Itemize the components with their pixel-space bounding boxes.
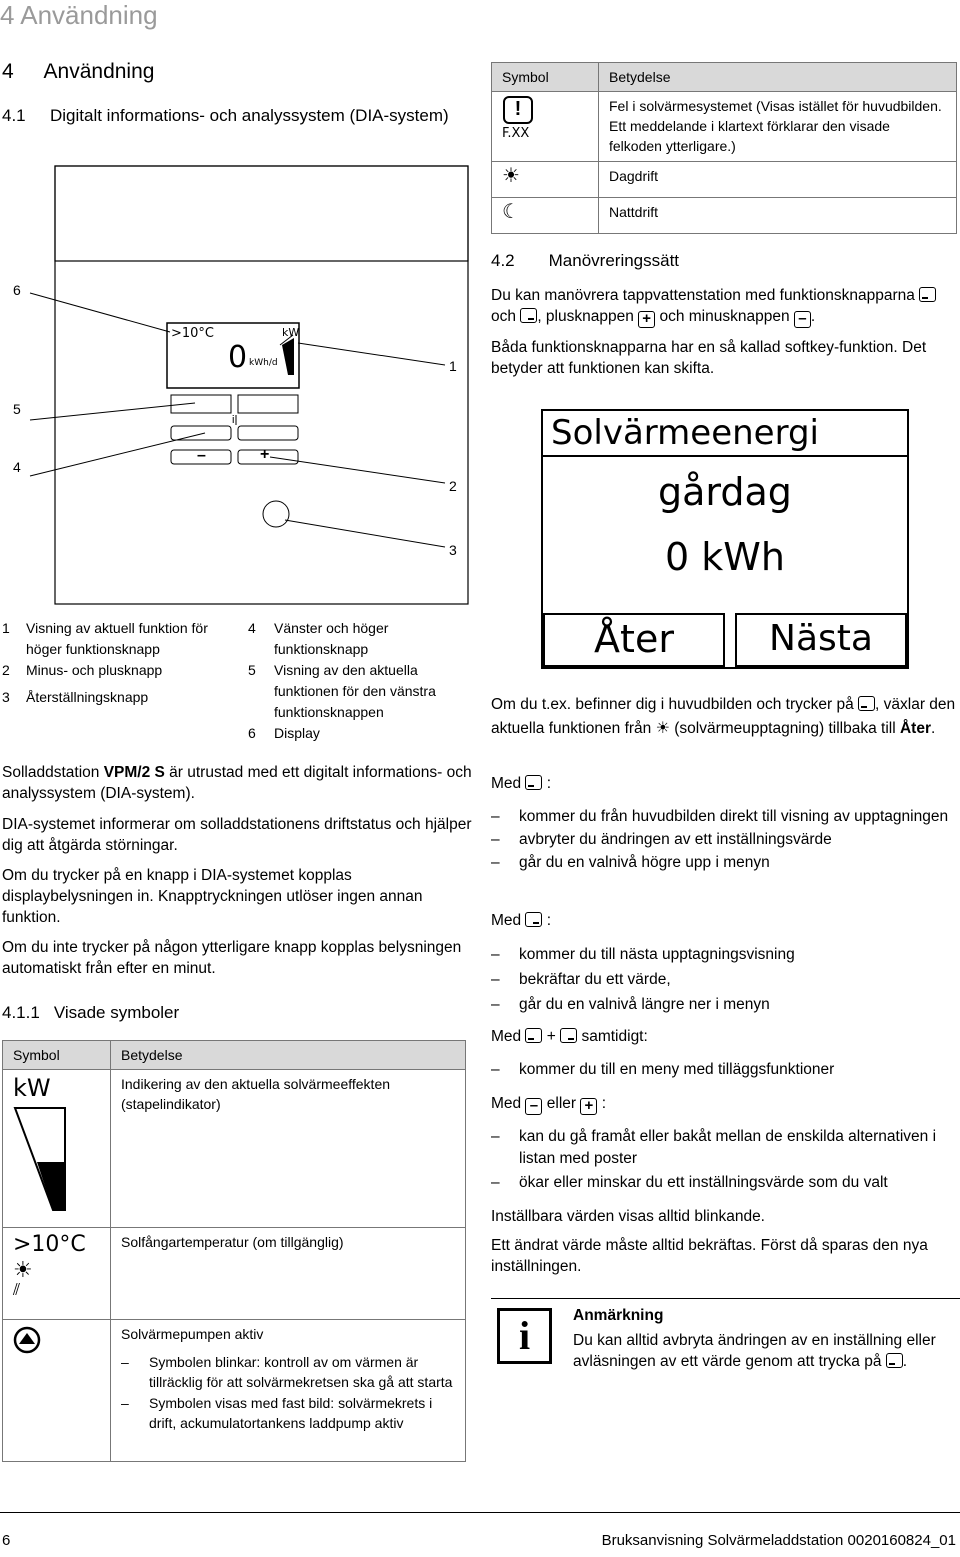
left-function-key-icon: [919, 287, 936, 302]
softkey-paragraph: Båda funktionsknapparna har en så kallad softkey-funktion. Det betyder att funktionen kan skifta.: [491, 339, 927, 377]
list-item: – ökar eller minskar du ett inställningsvärde som du valt: [491, 1172, 957, 1194]
list-item: – Symbolen visas med fast bild: solvärmekrets i drift, ackumulatortankens laddpump aktiv: [121, 1393, 455, 1433]
lcd-display: [541, 409, 909, 669]
with-plus-minus: Med – eller + :: [491, 1095, 607, 1114]
list-item: – går du en valnivå högre upp i menyn: [491, 851, 957, 874]
sun-icon: ☀: [492, 162, 599, 198]
blinking-paragraph: Inställbara värden visas alltid blinkande.: [491, 1208, 765, 1225]
plus-key-icon: +: [638, 311, 655, 328]
right-function-key-icon: [525, 912, 542, 927]
minus-key-icon: –: [794, 311, 811, 328]
table-row: ☀ Dagdrift: [492, 162, 957, 198]
legend-item: 4 Vänster och höger funktionsknapp: [248, 620, 389, 657]
solar-gain-icon: ☀: [655, 720, 670, 737]
callout-3: 3: [449, 542, 457, 558]
col-meaning: Betydelse: [599, 63, 957, 92]
list-plus-minus: [491, 1126, 957, 1194]
paragraph-4: Om du inte trycker på någon ytterligare knapp kopplas belysningen automatiskt från efter en minut.: [2, 939, 462, 977]
collector-temp-icon: >10°C ☀ ⫽: [3, 1228, 111, 1320]
intro-paragraph: Solladdstation VPM/2 S är utrustad med ett digitalt informations- och analyssystem (DIA-system).: [2, 764, 472, 802]
symbol-table-right: [491, 62, 957, 234]
legend-left: [2, 618, 242, 708]
paragraph-3: Om du trycker på en knapp i DIA-systemet kopplas displaybelysningen in. Knapptryckningen utlöser ingen annan funktion.: [2, 867, 423, 926]
callout-1: 1: [449, 358, 457, 374]
chapter-title: Användning: [43, 60, 155, 83]
list-item: – kan du gå framåt eller bakåt mellan de enskilda alternativen i listan med poster: [491, 1126, 957, 1170]
confirm-paragraph: Ett ändrat värde måste alltid bekräftas. Först då sparas den nya inställningen.: [491, 1237, 928, 1275]
callout-4: 4: [13, 459, 21, 475]
display-value: 0: [228, 340, 248, 375]
chapter-banner: 4 Användning: [0, 0, 158, 30]
list-item: – Symbolen blinkar: kontroll av om värmen är tillräcklig för att solvärmekretsen ska gå att starta: [121, 1352, 455, 1392]
list-right-key: [491, 942, 957, 1017]
section-heading-4-1: [2, 105, 462, 127]
list-item: – kommer du till en meny med tilläggsfunktioner: [491, 1059, 957, 1080]
moon-icon: ☾: [492, 198, 599, 234]
note-text: Du kan alltid avbryta ändringen av en inställning eller avläsningen av ett värde genom att trycka på .: [573, 1332, 936, 1370]
list-both-keys: [491, 1059, 957, 1080]
lcd-value: 0 kWh: [665, 535, 785, 579]
list-item: – går du en valnivå längre ner i menyn: [491, 992, 957, 1017]
callout-5: 5: [13, 401, 21, 417]
display-kw: kW: [282, 326, 300, 339]
table-row: ! F.XX Fel i solvärmesystemet (Visas istället för huvudbilden. Ett meddelande i klartext förklarar den visade felkoden ytterligare.): [492, 92, 957, 162]
right-function-key-icon: [520, 308, 537, 323]
col-symbol: Symbol: [492, 63, 599, 92]
callout-6: 6: [13, 282, 21, 298]
footer-rule: [0, 1512, 960, 1513]
table-row: Solvärmepumpen aktiv – Symbolen blinkar: kontroll av om värmen är tillräcklig för att solvärmekretsen ska gå att starta – Symbolen visas med fast bild: solvärmekrets i drift, ackumulatortankens laddpump aktiv: [3, 1320, 466, 1462]
legend-item: 2 Minus- och plusknapp: [2, 662, 163, 678]
list-item: – kommer du från huvudbilden direkt till visning av upptagningen: [491, 805, 957, 828]
lcd-title: Solvärmeenergi: [551, 413, 819, 453]
legend-item: 3 Återställningsknapp: [2, 689, 149, 705]
section-title: Digitalt informations- och analyssystem (DIA-system): [50, 106, 449, 125]
document-title: Bruksanvisning Solvärmeladdstation 0020160824_01: [601, 1532, 956, 1549]
info-icon: i: [497, 1308, 552, 1364]
left-function-key-icon: [858, 696, 875, 711]
plus-key-icon: +: [580, 1098, 597, 1115]
with-right-key: Med :: [491, 912, 552, 929]
with-both-keys: Med + samtidigt:: [491, 1028, 648, 1045]
chapter-number: 4: [2, 60, 14, 83]
chapter-heading: [2, 59, 154, 85]
legend-item: 5 Visning av den aktuella funktionen för den vänstra funktionsknappen: [248, 662, 436, 720]
legend-item: 6 Display: [248, 725, 320, 741]
lcd-back-softkey[interactable]: Åter: [543, 613, 725, 667]
table-row: kW Indikering av den aktuella solvärmeeffekten (stapelindikator): [3, 1070, 466, 1228]
right-function-key-icon: [560, 1028, 577, 1043]
left-function-key-icon: [886, 1353, 903, 1368]
error-icon: ! F.XX: [492, 92, 599, 162]
lcd-next-softkey[interactable]: Nästa: [735, 613, 907, 667]
list-left-key: [491, 805, 957, 874]
symbol-table-left: [2, 1040, 466, 1462]
with-left-key: Med :: [491, 775, 552, 792]
left-function-key-icon: [525, 775, 542, 790]
control-panel-diagram: [0, 160, 478, 610]
legend-item: 1 Visning av aktuell funktion för höger funktionsknapp: [2, 620, 208, 657]
list-item: – kommer du till nästa upptagningsvisning: [491, 942, 957, 967]
section-heading-4-2: 4.2 Manövreringssätt: [491, 251, 680, 270]
display-temp: >10°C: [171, 326, 215, 341]
callout-2: 2: [449, 478, 457, 494]
subsection-heading: 4.1.1 Visade symboler: [2, 1003, 180, 1022]
paragraph-2: DIA-systemet informerar om solladdstationens driftstatus och hjälper dig att åtgärda störningar.: [2, 816, 472, 854]
note-title: Anmärkning: [573, 1307, 664, 1324]
plus-key[interactable]: +: [260, 446, 270, 463]
info-key-label: i: [232, 414, 235, 426]
lcd-period: gårdag: [658, 470, 792, 514]
section-number: 4.1: [2, 106, 26, 125]
example-paragraph: Om du t.ex. befinner dig i huvudbilden och trycker på , växlar den aktuella funktionen från ☀ (solvärmeupptagning) tillbaka till Åter.: [491, 696, 956, 737]
table-row: ☾ Nattdrift: [492, 198, 957, 234]
minus-key-icon: –: [525, 1098, 542, 1115]
display-unit: kWh/d: [249, 358, 278, 368]
minus-key[interactable]: –: [197, 447, 206, 464]
pump-icon: [3, 1320, 111, 1462]
col-symbol: Symbol: [3, 1041, 111, 1070]
left-function-key-icon: [525, 1028, 542, 1043]
kw-bar-icon: kW: [3, 1070, 111, 1228]
list-item: – bekräftar du ett värde,: [491, 967, 957, 992]
operation-paragraph: Du kan manövrera tappvattenstation med funktionsknapparna och , plusknappen + och minusknappen – .: [491, 285, 957, 328]
col-meaning: Betydelse: [111, 1041, 466, 1070]
page-number: 6: [2, 1532, 11, 1549]
legend-right: [248, 618, 473, 744]
list-item: – avbryter du ändringen av ett inställningsvärde: [491, 828, 957, 851]
note-divider: [491, 1298, 960, 1299]
table-row: >10°C ☀ ⫽ Solfångartemperatur (om tillgänglig): [3, 1228, 466, 1320]
